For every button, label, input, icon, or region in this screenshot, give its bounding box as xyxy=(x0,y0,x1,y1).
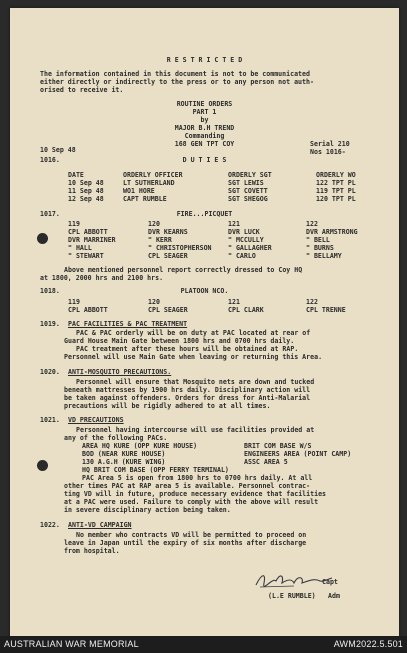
punch-hole xyxy=(37,460,48,471)
duty-wo: 119 TPT PL xyxy=(316,187,356,195)
duties-column-header: ORDERLY SGT xyxy=(228,171,272,179)
picquet-member: " CARLO xyxy=(228,252,256,260)
section-heading: ANTI-VD CAMPAIGN xyxy=(68,521,132,529)
mosquito-line: precautions will be rigidly adhered to at all times. xyxy=(64,402,271,410)
order-date: 10 Sep 48 xyxy=(40,146,76,154)
section-heading: PLATOON NCO. xyxy=(180,287,229,295)
picquet-member: " GALLAGHER xyxy=(228,244,272,252)
punch-hole xyxy=(37,233,48,244)
section-number: 1018. xyxy=(40,287,60,295)
pac-location: BOD (NEAR KURE HOUSE) xyxy=(82,450,166,458)
duty-date: 11 Sep 48 xyxy=(68,187,104,195)
nco-unit: 120 xyxy=(148,298,160,306)
duty-wo: 120 TPT PL xyxy=(316,195,356,203)
pac-location: 130 A.G.H (KURE WING) xyxy=(82,458,166,466)
notice-line: The information contained in this document is not to be communicated xyxy=(40,70,310,78)
vd-line: PAC Area 5 is open from 1800 hrs to 0700 hrs daily. At all xyxy=(82,474,313,482)
pac-location: AREA HQ KURE (OPP KURE HOUSE) xyxy=(82,442,198,450)
section-heading: ANTI-MOSQUITO PRECAUTIONS. xyxy=(68,368,172,376)
vd-line: any of the following PACs. xyxy=(64,434,168,442)
title-line: ROUTINE ORDERS xyxy=(176,100,233,108)
duty-sgt: SGT SHEGOG xyxy=(228,195,268,203)
antivd-line: leave in Japan until the expiry of six months after discharge xyxy=(64,539,307,547)
section-number: 1021. xyxy=(40,416,60,424)
nco-name: CPL TRENNE xyxy=(306,306,346,314)
vd-line: in severe disciplinary action being taken. xyxy=(64,506,231,514)
signature-rank: Capt xyxy=(322,578,338,586)
section-number: 1020. xyxy=(40,368,60,376)
vd-line: other times PAC at RAP area 5 is available. Personnel contrac- xyxy=(64,482,311,490)
duty-date: 12 Sep 48 xyxy=(68,195,104,203)
duty-wo: 122 TPT PL xyxy=(316,179,356,187)
document-page xyxy=(10,8,399,636)
archive-name: AUSTRALIAN WAR MEMORIAL xyxy=(4,639,139,649)
picquet-member: DVR MARRINER xyxy=(68,236,116,244)
nco-unit: 119 xyxy=(68,298,80,306)
duty-officer: LT SUTHERLAND xyxy=(123,179,175,187)
duties-column-header: ORDERLY WO xyxy=(316,171,356,179)
section-heading: D U T I E S xyxy=(182,156,227,164)
mosquito-line: beneath mattresses by 1900 hrs daily. Disciplinary action will xyxy=(64,386,311,394)
picquet-member: " HALL xyxy=(68,244,92,252)
pac-line: Guard House Main Gate between 1800 hrs and 0700 hrs daily. xyxy=(64,337,295,345)
picquet-member: " STEWART xyxy=(68,252,104,260)
section-number: 1016. xyxy=(40,156,60,164)
picquet-member: " CHRISTOPHERSON xyxy=(148,244,212,252)
section-number: 1019. xyxy=(40,320,60,328)
antivd-line: from hospital. xyxy=(64,547,120,555)
duty-sgt: SGT LEWIS xyxy=(228,179,264,187)
picquet-member: CPL SEAGER xyxy=(148,252,188,260)
nco-unit: 122 xyxy=(306,298,318,306)
vd-line: ting VD will in future, produce necessary evidence that facilities xyxy=(64,490,327,498)
nco-unit: 121 xyxy=(228,298,240,306)
duty-date: 10 Sep 48 xyxy=(68,179,104,187)
vd-line: Personnel having intercourse will use facilities provided at xyxy=(76,426,315,434)
notice-line: either directly or indirectly to the press or to any person not auth- xyxy=(40,78,314,86)
serial-number: Serial 210 xyxy=(310,140,350,148)
notice-line: orised to receive it. xyxy=(40,86,124,94)
picquet-member: DVR ARMSTRONG xyxy=(306,228,358,236)
picquet-note: at 1800, 2000 hrs and 2100 hrs. xyxy=(40,274,164,282)
mosquito-line: be taken against offenders. Orders for dress for Anti-Malarial xyxy=(64,394,311,402)
pac-line: Personnel will use Main Gate when leaving or returning this Area. xyxy=(64,353,323,361)
duty-sgt: SGT COVETT xyxy=(228,187,268,195)
section-heading: PAC FACILITIES & PAC TREATMENT xyxy=(68,320,188,328)
nco-name: CPL SEAGER xyxy=(148,306,188,314)
title-line: by xyxy=(200,116,209,124)
pac-location: BRIT COM BASE W/S xyxy=(244,442,312,450)
section-number: 1022. xyxy=(40,521,60,529)
picquet-member: DVR KEARNS xyxy=(148,228,188,236)
picquet-member: CPL ABBOTT xyxy=(68,228,108,236)
duties-column-header: DATE xyxy=(68,171,84,179)
picquet-unit: 121 xyxy=(228,220,240,228)
archive-reference: AWM2022.5.501 xyxy=(333,639,403,649)
antivd-line: No member who contracts VD will be permitted to proceed on xyxy=(76,531,307,539)
pac-line: PAC & PAC orderly will be on duty at PAC located at rear of xyxy=(76,329,311,337)
picquet-member: " BELLAMY xyxy=(306,252,342,260)
order-numbers: Nos 1016- xyxy=(310,148,346,156)
duty-officer: WO1 HORE xyxy=(123,187,155,195)
signatory-name: (L.E RUMBLE) xyxy=(268,592,316,600)
picquet-member: " BURNS xyxy=(306,244,334,252)
title-line: MAJOR B.H TREND xyxy=(174,124,235,132)
title-line: Commanding xyxy=(184,132,225,140)
archive-footer xyxy=(0,636,407,653)
vd-line: at a PAC were used. Failure to comply with the above will result xyxy=(64,498,319,506)
pac-location: ASSC AREA 5 xyxy=(244,458,288,466)
section-heading: FIRE...PICQUET xyxy=(176,210,233,218)
duty-officer: CAPT RUMBLE xyxy=(123,195,167,203)
duties-column-header: ORDERLY OFFICER xyxy=(123,171,183,179)
title-line: 168 GEN TPT COY xyxy=(174,140,235,148)
pac-location: ENGINEERS AREA (POINT CAMP) xyxy=(244,450,352,458)
pac-line: PAC treatment after these hours will be obtained at RAP. xyxy=(76,345,299,353)
picquet-unit: 119 xyxy=(68,220,80,228)
section-number: 1017. xyxy=(40,210,60,218)
picquet-unit: 122 xyxy=(306,220,318,228)
picquet-member: " BELL xyxy=(306,236,330,244)
nco-name: CPL ABBOTT xyxy=(68,306,108,314)
title-line: PART 1 xyxy=(192,108,217,116)
mosquito-line: Personnel will ensure that Mosquito nets are down and tucked xyxy=(76,378,315,386)
nco-name: CPL CLARK xyxy=(228,306,264,314)
picquet-member: DVR LUCK xyxy=(228,228,260,236)
picquet-note: Above mentioned personnel report correctly dressed to Coy HQ xyxy=(64,266,303,274)
picquet-member: " MCCULLY xyxy=(228,236,264,244)
pac-location: HQ BRIT COM BASE (OPP FERRY TERMINAL) xyxy=(82,466,229,474)
section-heading: VD PRECAUTIONS xyxy=(68,416,124,424)
picquet-unit: 120 xyxy=(148,220,160,228)
classification-heading: R E S T R I C T E D xyxy=(166,56,243,64)
signatory-role: Adm xyxy=(328,592,340,600)
picquet-member: " KERR xyxy=(148,236,172,244)
